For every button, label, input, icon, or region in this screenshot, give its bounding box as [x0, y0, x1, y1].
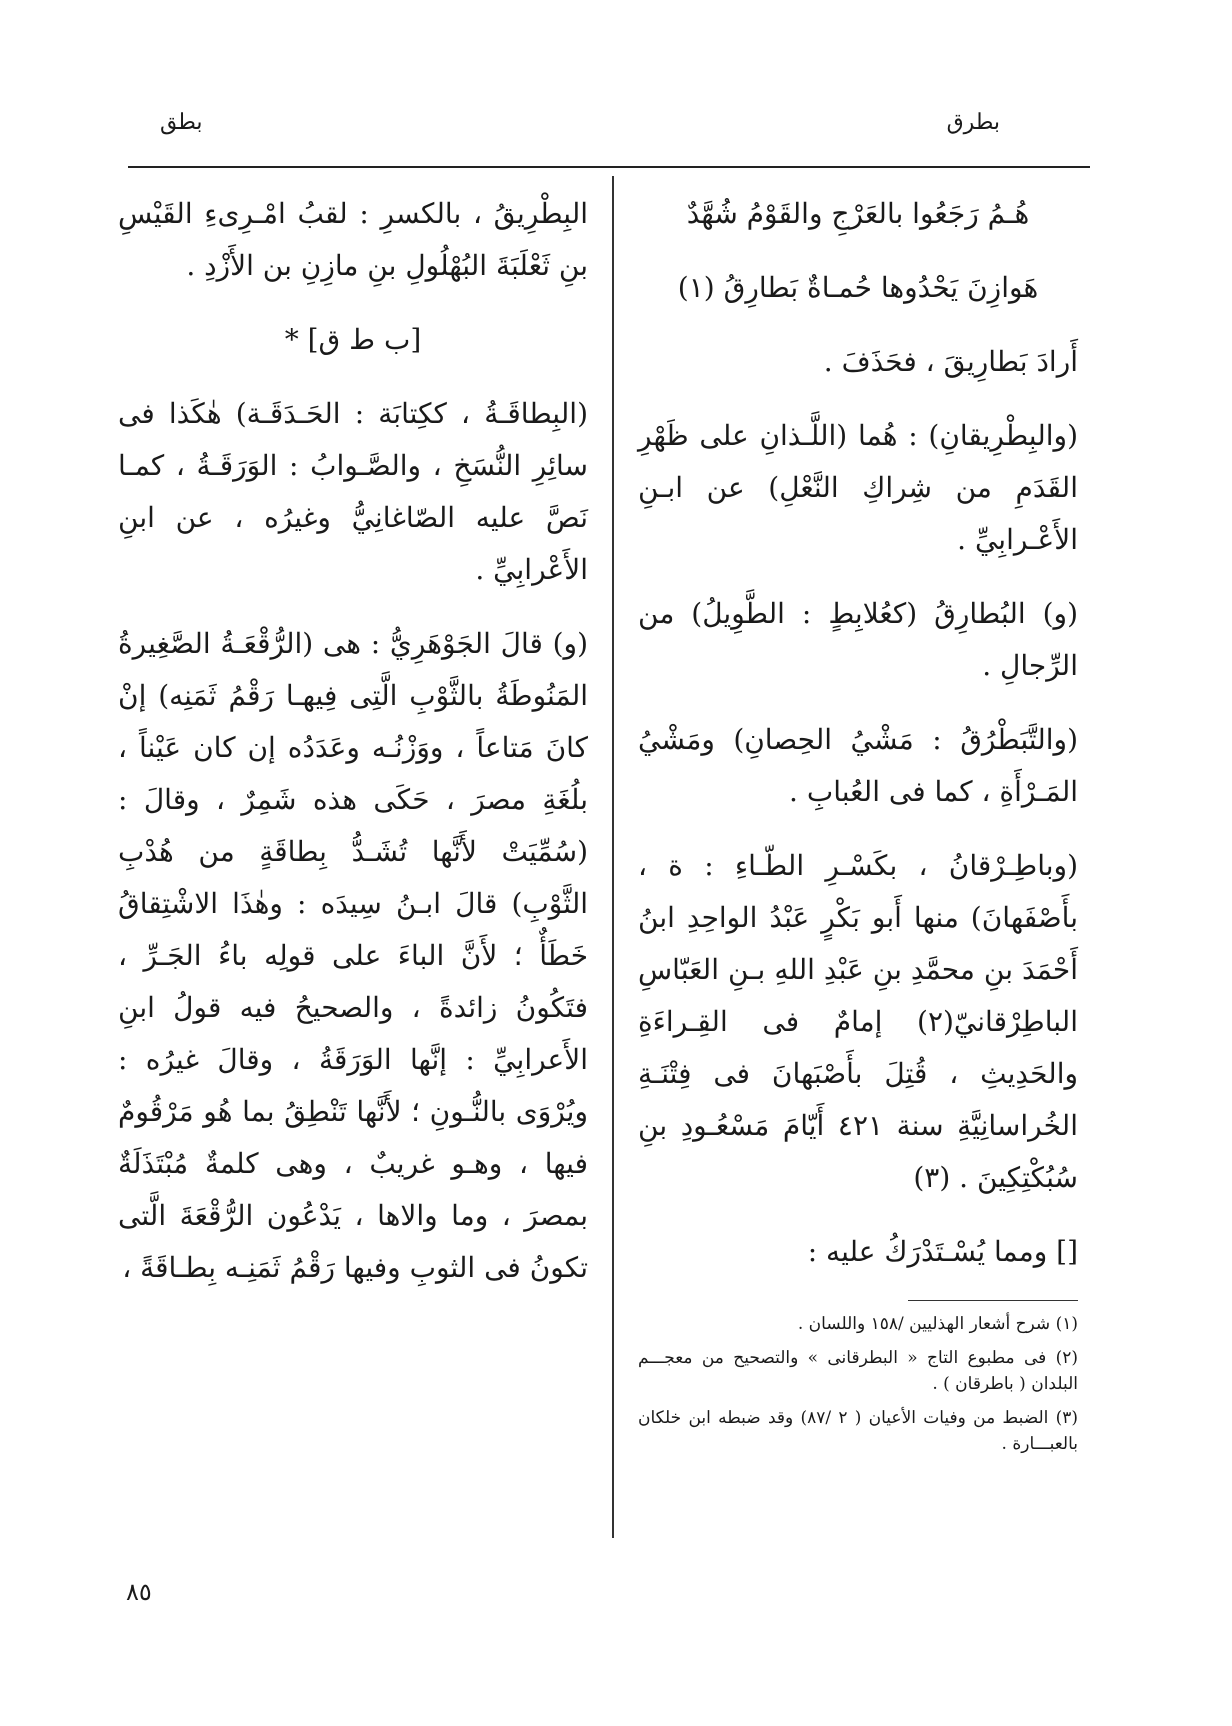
paragraph: (و) البُطارِقُ (كعُلابِطٍ : الطَّوِيلُ) من الرِّجالِ .	[638, 597, 1078, 682]
paragraph: (وباطِـرْقانُ ، بكَسْـرِ الطّـاءِ : ة ، بأَصْفَهانَ) منها أَبو بَكْرٍ عَبْدُ الواحِدِ ابنُ أَحْمَدَ بنِ محمَّدِ بنِ عَبْدِ اللهِ بـنِ العَبّاسِ الباطِرْقانيّ(٢) إمامٌ فى القِـراءَةِ والحَدِيثِ ، قُتِلَ بأَصْبَهانَ فى فِتْنَـةِ الخُراسانِيَّةِ سنة ٤٢١ أَيّامَ مَسْعُـودِ بنِ سُبُكْتِكِينَ . (٣)	[638, 849, 1078, 1194]
running-header-right: بطرق	[946, 110, 1000, 135]
footnote: (٢) فى مطبوع التاج « البطرقانى » والتصحيح من معجـــم البلدان ( باطرقان ) .	[638, 1348, 1078, 1394]
column-divider	[612, 176, 614, 1538]
paragraph: أَرادَ بَطارِيقَ ، فحَذَفَ .	[823, 345, 1078, 378]
paragraph: (و) قالَ الجَوْهَرِيُّ : هى (الرُّقْعَـةُ الصَّغِيرةُ المَنُوطَةُ بالثَّوْبِ الَّتِى فِيهـا رَقْمُ ثَمَنِه) إنْ كانَ مَتاعاً ، ووَزْنُـه وعَدَدُه إن كان عَيْناً ، بلُغَةِ مصرَ ، حَكَى هذه شَمِرٌ ، وقالَ : (سُمِّيَتْ لأَنَّها تُشَـدُّ بِطاقَةٍ من هُدْبِ الثَّوْبِ) قالَ ابـنُ سِيدَه : وهٰذَا الاشْتِقاقُ خَطَأٌ ؛ لأَنَّ الباءَ على قولِه باءُ الجَـرِّ ، فتَكُونُ زائدةً ، والصحيحُ فيه قولُ ابنِ الأَعرابِيِّ : إنَّها الوَرَقَةُ ، وقالَ غيرُه : ويُرْوَى بالنُّـونِ ؛ لأَنَّها تَنْطِقُ بما هُو مَرْقُومٌ فيها ، وهـو غريبٌ ، وهى كلمةٌ مُبْتَذَلَةٌ بمصرَ ، وما والاها ، يَدْعُون الرُّقْعَةَ الَّتى تكونُ فى الثوبِ وفيها رَقْمُ ثَمَنِـه بِطـاقَةً ،	[118, 627, 588, 1284]
paragraph: البِطْرِيقُ ، بالكسرِ : لقبُ امْـرِىءِ القَيْسِ بنِ ثَعْلَبَةَ البُهْلُولِ بنِ مازِنِ بن الأَزْدِ .	[118, 197, 588, 282]
right-column	[638, 188, 1078, 1465]
paragraph: (والبِطْرِيقانِ) : هُما (اللَّـذانِ على ظَهْرِ القَدَمِ من شِراكِ النَّعْلِ) عن ابـنِ الأَعْـرابِيِّ .	[638, 419, 1078, 556]
footnote: (١) شرح أشعار الهذليين /١٥٨ واللسان .	[797, 1314, 1078, 1334]
page-number: ٨٥	[126, 1578, 152, 1606]
running-header-left: بطق	[160, 110, 203, 135]
verse-line: هُـمُ رَجَعُوا بالعَرْجِ والقَوْمُ شُهَّدٌ	[686, 197, 1030, 230]
left-column	[118, 188, 588, 1316]
paragraph: [] ومما يُسْـتَدْرَكُ عليه :	[807, 1235, 1078, 1268]
footnote-separator	[908, 1300, 1078, 1301]
paragraph: (البِطاقَـةُ ، ككِتابَة : الحَـدَقَـة) هٰكَذا فى سائِرِ النُّسَخِ ، والصَّـوابُ : الوَرَقَـةُ ، كمـا نَصَّ عليه الصّاغانِيُّ وغيرُه ، عن ابنِ الأَعْرابِيِّ .	[118, 397, 588, 586]
header-rule	[128, 166, 1090, 168]
footnote: (٣) الضبط من وفيات الأعيان ( ٢ /٨٧) وقد ضبطه ابن خلكان بالعبـــارة .	[638, 1408, 1079, 1454]
paragraph: (والتَّبَطْرُقُ : مَشْيُ الحِصانِ) ومَشْيُ المَـرْأَةِ ، كما فى العُبابِ .	[638, 723, 1078, 808]
footnotes	[638, 1311, 1078, 1457]
verse-line: هَوازِنَ يَحْدُوها حُمـاةٌ بَطارِقُ (١)	[677, 271, 1039, 304]
entry-heading: [ب ط ق] *	[284, 323, 422, 356]
